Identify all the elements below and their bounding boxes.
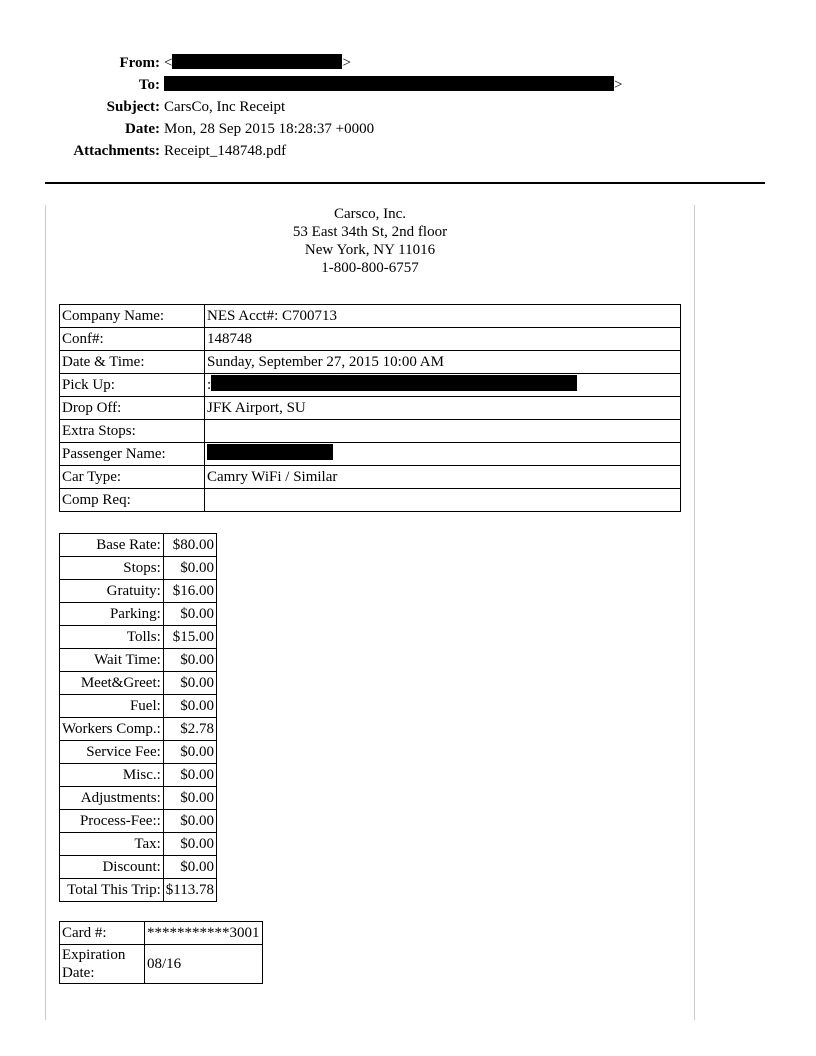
table-row: [60, 833, 217, 856]
car-type-label: Car Type:: [60, 466, 205, 489]
charge-value: $0.00: [163, 810, 216, 833]
charge-label: Service Fee:: [60, 741, 164, 764]
company-address-line1: 53 East 34th St, 2nd floor: [292, 224, 448, 240]
table-row: [60, 557, 217, 580]
charge-label: Wait Time:: [60, 649, 164, 672]
table-row: [60, 397, 681, 420]
charge-value: $80.00: [163, 534, 216, 557]
charge-value: $0.00: [163, 787, 216, 810]
datetime-value: Sunday, September 27, 2015 10:00 AM: [205, 351, 681, 374]
table-row: [60, 879, 217, 902]
charge-label: Workers Comp.:: [60, 718, 164, 741]
charge-label: Base Rate:: [60, 534, 164, 557]
table-row: [60, 787, 217, 810]
attachment-link[interactable]: Receipt_148748.pdf: [164, 143, 287, 159]
charge-label: Tolls:: [60, 626, 164, 649]
company-name: Carsco, Inc.: [333, 206, 407, 222]
table-row: [60, 420, 681, 443]
charge-value: $0.00: [163, 764, 216, 787]
charge-value: $0.00: [163, 603, 216, 626]
redaction-bar: [164, 76, 614, 91]
company-name-value: NES Acct#: C700713: [205, 305, 681, 328]
charge-value: $113.78: [163, 879, 216, 902]
redaction-bar: [211, 375, 577, 391]
table-row: [60, 305, 681, 328]
table-row: [60, 626, 217, 649]
charge-value: $0.00: [163, 557, 216, 580]
charge-label: Gratuity:: [60, 580, 164, 603]
from-label: From:: [119, 55, 160, 71]
table-row: [60, 810, 217, 833]
table-row: [60, 649, 217, 672]
table-row: [60, 580, 217, 603]
charge-label: Fuel:: [60, 695, 164, 718]
date-row: [0, 118, 660, 140]
table-row: [60, 443, 681, 466]
charge-label: Stops:: [60, 557, 164, 580]
from-row: [0, 52, 660, 74]
dropoff-label: Drop Off:: [60, 397, 205, 420]
table-row: [60, 856, 217, 879]
charge-label: Discount:: [60, 856, 164, 879]
subject-row: [0, 96, 660, 118]
table-row: [60, 672, 217, 695]
comp-req-value: [205, 489, 681, 512]
pickup-value: :: [205, 374, 681, 397]
table-row: [60, 945, 263, 984]
extra-stops-label: Extra Stops:: [60, 420, 205, 443]
attachments-row: [0, 140, 660, 162]
expiration-label: Expiration Date:: [60, 945, 145, 984]
card-value: ***********3001: [145, 922, 263, 945]
conf-value: 148748: [205, 328, 681, 351]
charge-value: $15.00: [163, 626, 216, 649]
table-row: [60, 374, 681, 397]
redaction-bar: [207, 444, 333, 460]
charge-label: Total This Trip:: [60, 879, 164, 902]
extra-stops-value: [205, 420, 681, 443]
passenger-value: [205, 443, 681, 466]
charge-label: Process-Fee::: [60, 810, 164, 833]
subject-label: Subject:: [106, 99, 160, 115]
table-row: [60, 764, 217, 787]
table-row: [60, 603, 217, 626]
charge-value: $0.00: [163, 695, 216, 718]
charge-value: $0.00: [163, 741, 216, 764]
table-row: [60, 328, 681, 351]
table-row: [60, 534, 217, 557]
charge-label: Adjustments:: [60, 787, 164, 810]
redaction-bar: [172, 54, 342, 69]
charge-value: $0.00: [163, 856, 216, 879]
table-row: [60, 351, 681, 374]
to-label: To:: [138, 77, 160, 93]
comp-req-label: Comp Req:: [60, 489, 205, 512]
dropoff-value: JFK Airport, SU: [205, 397, 681, 420]
charge-label: Tax:: [60, 833, 164, 856]
to-value: >: [164, 74, 622, 96]
frame-left-border: [45, 205, 46, 1020]
company-block: [45, 205, 695, 277]
company-address-line2: New York, NY 11016: [304, 242, 436, 258]
datetime-label: Date & Time:: [60, 351, 205, 374]
charge-label: Parking:: [60, 603, 164, 626]
charge-value: $0.00: [163, 833, 216, 856]
car-type-value: Camry WiFi / Similar: [205, 466, 681, 489]
passenger-label: Passenger Name:: [60, 443, 205, 466]
table-row: [60, 741, 217, 764]
charge-label: Meet&Greet:: [60, 672, 164, 695]
subject-value: CarsCo, Inc Receipt: [164, 99, 286, 115]
card-label: Card #:: [60, 922, 145, 945]
header-divider: [45, 182, 765, 184]
date-label: Date:: [125, 121, 160, 137]
table-row: [60, 718, 217, 741]
expiration-value: 08/16: [145, 945, 263, 984]
company-name-label: Company Name:: [60, 305, 205, 328]
attachments-label: Attachments:: [73, 143, 160, 159]
charges-table: [59, 533, 217, 902]
charge-value: $0.00: [163, 672, 216, 695]
charge-value: $0.00: [163, 649, 216, 672]
table-row: [60, 466, 681, 489]
company-phone: 1-800-800-6757: [321, 260, 419, 276]
table-row: [60, 489, 681, 512]
table-row: [60, 695, 217, 718]
pickup-label: Pick Up:: [60, 374, 205, 397]
payment-table: [59, 921, 263, 984]
table-row: [60, 922, 263, 945]
frame-right-border: [694, 205, 695, 1020]
charge-value: $2.78: [163, 718, 216, 741]
date-value: Mon, 28 Sep 2015 18:28:37 +0000: [164, 121, 375, 137]
conf-label: Conf#:: [60, 328, 205, 351]
to-row: [0, 74, 660, 96]
charge-value: $16.00: [163, 580, 216, 603]
from-value: < >: [164, 55, 351, 71]
charge-label: Misc.:: [60, 764, 164, 787]
trip-details-table: [59, 304, 681, 512]
